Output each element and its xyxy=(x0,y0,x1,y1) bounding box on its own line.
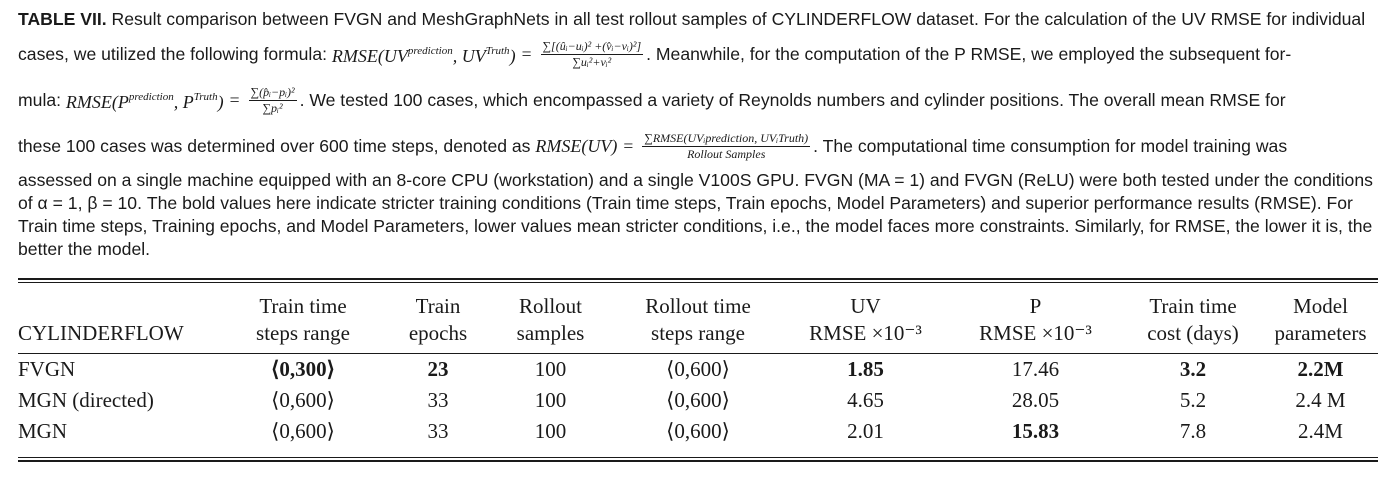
p-rmse-numerator: ∑(p̂ᵢ−pᵢ)² xyxy=(250,84,295,99)
table-cell: ⟨0,300⟩ xyxy=(271,357,335,381)
table-cell: 3.2 xyxy=(1179,357,1207,381)
table-row xyxy=(18,385,1378,416)
caption-text-4a: these 100 cases was determined over 600 time steps, denoted as xyxy=(18,135,536,156)
mean-rmse-fraction xyxy=(642,131,810,162)
equals-sign: = xyxy=(521,43,532,64)
header-cell-3: Rollout samples xyxy=(516,294,585,345)
table-cell: 4.65 xyxy=(847,388,884,412)
table-cell: 2.4 M xyxy=(1295,388,1346,412)
table-row xyxy=(18,354,1378,385)
caption-line-2 xyxy=(18,31,1378,77)
table-cell: 100 xyxy=(534,388,567,412)
table-cell: 15.83 xyxy=(1011,419,1060,443)
results-table-wrapper xyxy=(18,278,1378,462)
uv-rmse-denominator: ∑uᵢ²+vᵢ² xyxy=(572,54,612,69)
header-cell-4: Rollout time steps range xyxy=(645,294,751,345)
table-cell: 1.85 xyxy=(847,357,884,381)
caption-line-4 xyxy=(18,123,1378,169)
uv-rmse-formula-lhs: $RMSE(UV^{prediction}$, $UV^{Truth}$) xyxy=(331,45,516,66)
table-cell: ⟨0,600⟩ xyxy=(271,419,335,443)
table-cell: ⟨0,600⟩ xyxy=(666,357,730,381)
caption-text-3b: . We tested 100 cases, which encompassed a variety of Reynolds numbers and cylinder positions. The overall mean RMSE for xyxy=(299,89,1286,110)
header-cell-7: Train time cost (days) xyxy=(1147,294,1239,345)
table-cell: 7.8 xyxy=(1179,419,1207,443)
table-cell: 100 xyxy=(534,357,567,381)
caption-line-1 xyxy=(18,8,1378,31)
table-cell: 2.2M xyxy=(1297,357,1344,381)
uv-rmse-numerator: ∑[(ûᵢ−uᵢ)² +(v̂ᵢ−vᵢ)²] xyxy=(542,38,642,53)
caption-text-1: Result comparison between FVGN and MeshGraphNets in all test rollout samples of CYLINDERFLOW dataset. For the calculation of the UV RMSE for individual xyxy=(106,9,1366,29)
caption-text-3a: mula: xyxy=(18,89,66,110)
p-rmse-formula-lhs: $RMSE(P^{prediction}$, $P^{Truth}$) xyxy=(65,91,224,112)
table-cell: 100 xyxy=(534,419,567,443)
table-cell: 17.46 xyxy=(1011,357,1060,381)
p-rmse-denominator: ∑pᵢ² xyxy=(262,100,283,115)
header-cell-1: Train time steps range xyxy=(256,294,350,345)
header-cell-2: Train epochs xyxy=(408,294,468,345)
table-row xyxy=(18,416,1378,457)
table-cell: 2.4M xyxy=(1298,419,1343,443)
caption-text-4b: . The computational time consumption for model training was xyxy=(813,135,1288,156)
table-cell: 5.2 xyxy=(1179,388,1207,412)
table-cell: 23 xyxy=(427,357,449,381)
table-cell: 2.01 xyxy=(847,419,884,443)
uv-rmse-fraction xyxy=(541,39,644,70)
results-table xyxy=(18,283,1378,457)
table-cell: FVGN xyxy=(18,357,76,381)
table-cell: MGN xyxy=(18,419,68,443)
table-caption xyxy=(18,8,1378,261)
caption-text-2a: cases, we utilized the following formula: xyxy=(18,43,332,64)
table-cell: MGN (directed) xyxy=(18,388,154,412)
header-row xyxy=(18,283,1378,353)
table-cell: ⟨0,600⟩ xyxy=(666,419,730,443)
table-cell: 33 xyxy=(427,388,449,412)
caption-line-3 xyxy=(18,77,1378,123)
mean-rmse-denominator: Rollout Samples xyxy=(687,146,766,161)
mean-rmse-numerator: ∑RMSE(UVᵢprediction, UVᵢTruth) xyxy=(644,130,809,145)
caption-text-2b: . Meanwhile, for the computation of the P RMSE, we employed the subsequent for- xyxy=(646,43,1292,64)
table-cell: 28.05 xyxy=(1011,388,1060,412)
equals-sign: = xyxy=(229,89,240,110)
header-cell-8: Model parameters xyxy=(1274,294,1367,345)
p-rmse-fraction xyxy=(249,85,297,116)
caption-label: TABLE VII. xyxy=(18,9,107,29)
header-cell-6: P RMSE ×10⁻³ xyxy=(979,294,1092,345)
table-cell: 33 xyxy=(427,419,449,443)
table-cell: ⟨0,600⟩ xyxy=(271,388,335,412)
mean-rmse-lhs: RMSE(UV) xyxy=(535,135,618,156)
table-cell: ⟨0,600⟩ xyxy=(666,388,730,412)
equals-sign: = xyxy=(623,135,634,156)
bottom-rule xyxy=(18,460,1378,462)
header-cell-5: UV RMSE ×10⁻³ xyxy=(809,294,922,345)
header-cell-0: CYLINDERFLOW xyxy=(18,321,184,345)
caption-rest: assessed on a single machine equipped with an 8-core CPU (workstation) and a single V100S GPU. FVGN (MA = 1) and FVGN (ReLU) were both tested under the conditions of α = 1, β = 10. The bold values here indicate stricter training conditions (Train time steps, Train epochs, Model Parameters) and superior performance results (RMSE). For Train time steps, Training epochs, and Model Parameters, lower values mean stricter conditions, i.e., the model faces more constraints. Similarly, for RMSE, the lower it is, the better the model. xyxy=(18,170,1373,259)
